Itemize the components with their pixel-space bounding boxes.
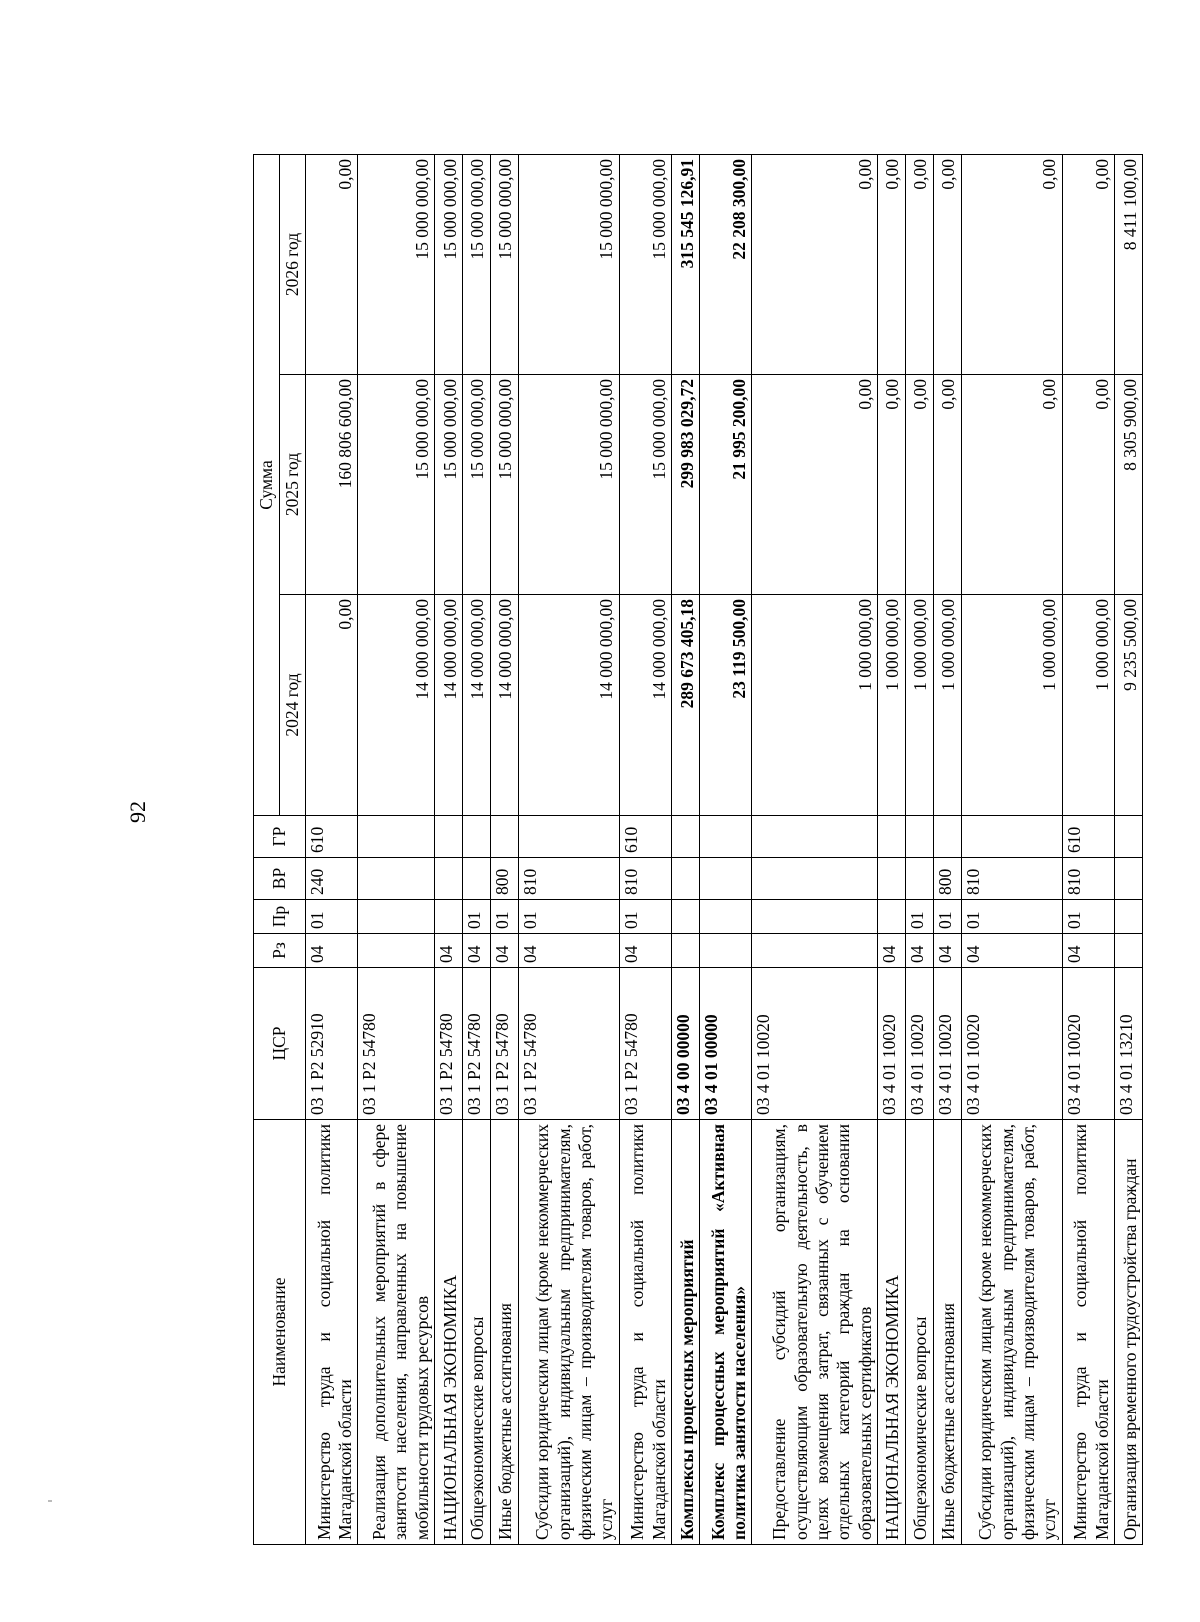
cell-sum-2026: 8 411 100,00 [1115,154,1143,374]
cell-sum-2025: 15 000 000,00 [435,375,463,595]
cell-gr [358,816,435,858]
cell-sum-2024: 14 000 000,00 [490,595,518,816]
cell-sum-2026: 315 545 126,91 [672,154,700,374]
cell-pr: 01 [933,900,961,934]
cell-name: Министерство труда и социальной политики Магаданской области [306,1120,358,1545]
cell-name: НАЦИОНАЛЬНАЯ ЭКОНОМИКА [435,1120,463,1545]
cell-pr [672,900,700,934]
cell-csr: 03 4 01 13210 [1115,968,1143,1120]
cell-pr [700,900,752,934]
cell-sum-2025: 160 806 600,00 [306,375,358,595]
cell-csr: 03 1 Р2 52910 [306,968,358,1120]
table-row [1115,154,1143,1544]
table-row [877,154,905,1544]
cell-gr [752,816,878,858]
cell-sum-2025: 0,00 [1062,375,1114,595]
cell-sum-2024: 23 119 500,00 [700,595,752,816]
cell-pr: 01 [518,900,619,934]
cell-pr: 01 [961,900,1062,934]
cell-name: Реализация дополнительных мероприятий в сфере занятости населения, направленных на повышение мобильности трудовых ресурсов [358,1120,435,1545]
cell-sum-2025: 15 000 000,00 [358,375,435,595]
header-sum: Сумма [254,154,280,815]
cell-name: Комплекс процессных мероприятий «Активная политика занятости населения» [700,1120,752,1545]
cell-rz: 04 [435,934,463,968]
cell-rz: 04 [306,934,358,968]
cell-rz: 04 [877,934,905,968]
cell-rz: 04 [905,934,933,968]
cell-sum-2026: 15 000 000,00 [619,154,671,374]
table-row [905,154,933,1544]
cell-sum-2024: 1 000 000,00 [877,595,905,816]
cell-rz [752,934,878,968]
cell-sum-2026: 0,00 [1062,154,1114,374]
cell-csr: 03 4 01 10020 [961,968,1062,1120]
rotated-table-container [253,155,1143,1545]
cell-sum-2024: 14 000 000,00 [619,595,671,816]
cell-sum-2024: 1 000 000,00 [905,595,933,816]
cell-rz [700,934,752,968]
table-row [752,154,878,1544]
cell-csr: 03 1 Р2 54780 [435,968,463,1120]
cell-sum-2026: 15 000 000,00 [462,154,490,374]
header-name: Наименование [254,1120,306,1545]
cell-sum-2025: 15 000 000,00 [518,375,619,595]
budget-table [253,154,1143,1545]
cell-csr: 03 4 01 10020 [752,968,878,1120]
cell-sum-2025: 21 995 200,00 [700,375,752,595]
cell-vr: 800 [490,858,518,900]
table-row [933,154,961,1544]
cell-rz: 04 [518,934,619,968]
cell-pr: 01 [1062,900,1114,934]
cell-gr [933,816,961,858]
table-row [462,154,490,1544]
cell-name: Субсидии юридическим лицам (кроме некоммерческих организаций), индивидуальным предпринимателям, физическим лицам – производителям товаров, работ, услуг [518,1120,619,1545]
cell-name: Организация временного трудоустройства граждан [1115,1120,1143,1545]
cell-sum-2026: 15 000 000,00 [518,154,619,374]
cell-sum-2025: 0,00 [933,375,961,595]
cell-vr: 240 [306,858,358,900]
cell-name: Иные бюджетные ассигнования [933,1120,961,1545]
cell-rz: 04 [619,934,671,968]
header-vr: ВР [254,858,306,900]
cell-sum-2025: 0,00 [877,375,905,595]
cell-pr [877,900,905,934]
table-row [619,154,671,1544]
cell-rz: 04 [490,934,518,968]
cell-name: Предоставление субсидий организациям, осуществляющим образовательную деятельность, в целях возмещения затрат, связанных с обучением отдельных категорий граждан на основании образовательных сертификатов [752,1120,878,1545]
cell-name: НАЦИОНАЛЬНАЯ ЭКОНОМИКА [877,1120,905,1545]
cell-vr: 810 [619,858,671,900]
header-rz: Рз [254,934,306,968]
cell-gr [672,816,700,858]
cell-sum-2026: 0,00 [306,154,358,374]
cell-pr [358,900,435,934]
cell-csr: 03 1 Р2 54780 [490,968,518,1120]
cell-name: Общеэкономические вопросы [462,1120,490,1545]
cell-csr: 03 4 00 00000 [672,968,700,1120]
cell-gr [490,816,518,858]
header-year-2026: 2026 год [280,154,306,374]
cell-sum-2025: 0,00 [905,375,933,595]
cell-pr: 01 [905,900,933,934]
table-row [490,154,518,1544]
cell-vr [462,858,490,900]
cell-csr: 03 1 Р2 54780 [518,968,619,1120]
cell-name: Иные бюджетные ассигнования [490,1120,518,1545]
table-row [700,154,752,1544]
cell-rz [1115,934,1143,968]
cell-sum-2025: 15 000 000,00 [490,375,518,595]
scan-mark [48,1500,52,1502]
cell-vr: 810 [1062,858,1114,900]
header-pr: Пр [254,900,306,934]
cell-gr [877,816,905,858]
cell-sum-2024: 1 000 000,00 [933,595,961,816]
cell-sum-2024: 14 000 000,00 [462,595,490,816]
page-number: 92 [125,801,150,823]
cell-sum-2026: 0,00 [933,154,961,374]
cell-sum-2026: 15 000 000,00 [490,154,518,374]
cell-sum-2026: 0,00 [961,154,1062,374]
cell-pr [1115,900,1143,934]
cell-gr: 610 [1062,816,1114,858]
header-year-2024: 2024 год [280,595,306,816]
cell-sum-2024: 1 000 000,00 [1062,595,1114,816]
cell-pr: 01 [490,900,518,934]
cell-name: Общеэкономические вопросы [905,1120,933,1545]
header-year-2025: 2025 год [280,375,306,595]
cell-pr [752,900,878,934]
cell-rz: 04 [1062,934,1114,968]
cell-csr: 03 4 01 10020 [905,968,933,1120]
cell-sum-2025: 299 983 029,72 [672,375,700,595]
cell-vr [752,858,878,900]
table-row [518,154,619,1544]
cell-sum-2026: 0,00 [905,154,933,374]
cell-vr [435,858,463,900]
cell-sum-2025: 15 000 000,00 [619,375,671,595]
cell-gr [961,816,1062,858]
cell-name: Министерство труда и социальной политики Магаданской области [1062,1120,1114,1545]
cell-csr: 03 4 01 10020 [877,968,905,1120]
cell-csr: 03 1 Р2 54780 [619,968,671,1120]
cell-sum-2026: 15 000 000,00 [358,154,435,374]
cell-vr [877,858,905,900]
cell-vr: 810 [961,858,1062,900]
cell-rz: 04 [462,934,490,968]
table-row [961,154,1062,1544]
cell-sum-2024: 1 000 000,00 [752,595,878,816]
cell-rz: 04 [933,934,961,968]
cell-csr: 03 1 Р2 54780 [462,968,490,1120]
table-row [306,154,358,1544]
cell-gr [518,816,619,858]
cell-rz [672,934,700,968]
cell-pr: 01 [462,900,490,934]
table-row [358,154,435,1544]
cell-vr: 800 [933,858,961,900]
cell-csr: 03 4 01 00000 [700,968,752,1120]
cell-pr: 01 [306,900,358,934]
cell-gr [435,816,463,858]
cell-sum-2026: 0,00 [752,154,878,374]
cell-sum-2024: 1 000 000,00 [961,595,1062,816]
header-csr: ЦСР [254,968,306,1120]
cell-name: Субсидии юридическим лицам (кроме некоммерческих организаций), индивидуальным предпринимателям, физическим лицам – производителям товаров, работ, услуг [961,1120,1062,1545]
cell-vr [358,858,435,900]
cell-sum-2024: 9 235 500,00 [1115,595,1143,816]
cell-sum-2024: 14 000 000,00 [518,595,619,816]
table-row [1062,154,1114,1544]
cell-name: Министерство труда и социальной политики Магаданской области [619,1120,671,1545]
header-gr: ГР [254,816,306,858]
cell-sum-2024: 14 000 000,00 [358,595,435,816]
cell-vr: 810 [518,858,619,900]
table-row [435,154,463,1544]
cell-gr [462,816,490,858]
cell-sum-2025: 0,00 [752,375,878,595]
cell-csr: 03 1 Р2 54780 [358,968,435,1120]
cell-sum-2024: 289 673 405,18 [672,595,700,816]
cell-vr [672,858,700,900]
cell-csr: 03 4 01 10020 [1062,968,1114,1120]
cell-gr: 610 [306,816,358,858]
cell-sum-2024: 14 000 000,00 [435,595,463,816]
cell-gr: 610 [619,816,671,858]
table-row [672,154,700,1544]
cell-name: Комплексы процессных мероприятий [672,1120,700,1545]
cell-rz: 04 [961,934,1062,968]
cell-gr [905,816,933,858]
cell-sum-2026: 15 000 000,00 [435,154,463,374]
cell-sum-2026: 0,00 [877,154,905,374]
cell-sum-2025: 8 305 900,00 [1115,375,1143,595]
cell-gr [1115,816,1143,858]
cell-rz [358,934,435,968]
cell-csr: 03 4 01 10020 [933,968,961,1120]
cell-sum-2026: 22 208 300,00 [700,154,752,374]
table-header [254,154,306,1544]
cell-vr [700,858,752,900]
cell-sum-2025: 15 000 000,00 [462,375,490,595]
cell-vr [1115,858,1143,900]
cell-pr: 01 [619,900,671,934]
cell-gr [700,816,752,858]
cell-vr [905,858,933,900]
cell-sum-2024: 0,00 [306,595,358,816]
cell-sum-2025: 0,00 [961,375,1062,595]
cell-pr [435,900,463,934]
table-body [306,154,1143,1544]
